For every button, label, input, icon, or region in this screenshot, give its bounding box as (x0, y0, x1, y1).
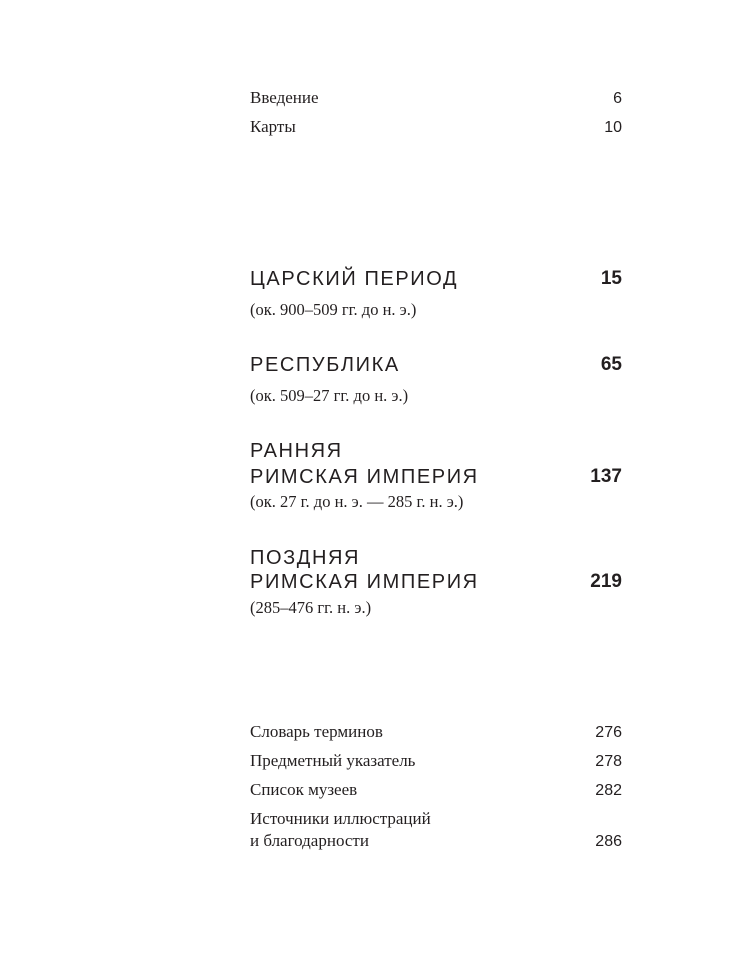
part-title-regal-period[interactable]: ЦАРСКИЙ ПЕРИОД (250, 268, 459, 290)
toc-entry-label: и благодарности (250, 831, 369, 850)
toc-entry-page: 6 (613, 90, 622, 107)
toc-entry-label: Введение (250, 88, 319, 107)
toc-entry-label: Карты (250, 117, 296, 136)
toc-entry-page: 10 (604, 119, 622, 136)
part-period-early-empire: (ок. 27 г. до н. э. — 285 г. н. э.) (250, 492, 464, 511)
part-title-late-empire-line2[interactable]: РИМСКАЯ ИМПЕРИЯ (250, 571, 479, 593)
toc-entry-introduction[interactable] (250, 87, 622, 110)
part-period-late-empire: (285–476 гг. н. э.) (250, 598, 372, 617)
toc-entry-museums[interactable] (250, 779, 622, 802)
part-title-late-empire-line1[interactable]: ПОЗДНЯЯ (250, 547, 361, 569)
toc-entry-subject-index[interactable] (250, 750, 622, 773)
toc-entry-page: 282 (595, 782, 622, 799)
part-page-regal-period: 15 (600, 268, 622, 289)
part-page-republic: 65 (600, 354, 622, 375)
toc-entry-label: Словарь терминов (250, 722, 383, 741)
toc-entry-page: 276 (595, 724, 622, 741)
toc-entry-credits-line1[interactable]: Источники иллюстраций (250, 809, 431, 828)
part-page-late-empire: 219 (590, 571, 622, 592)
part-title-republic[interactable]: РЕСПУБЛИКА (250, 354, 400, 376)
toc-entry-glossary[interactable] (250, 721, 622, 744)
toc-entry-label: Предметный указатель (250, 751, 416, 770)
toc-entry-label: Список музеев (250, 780, 358, 799)
part-title-early-empire-line1[interactable]: РАННЯЯ (250, 440, 343, 462)
toc-entry-page: 286 (595, 833, 622, 850)
toc-entry-credits[interactable] (250, 830, 622, 853)
toc-entry-page: 278 (595, 753, 622, 770)
part-period-republic: (ок. 509–27 гг. до н. э.) (250, 386, 409, 405)
part-period-regal-period: (ок. 900–509 гг. до н. э.) (250, 300, 417, 319)
toc-entry-maps[interactable] (250, 116, 622, 139)
part-title-early-empire-line2[interactable]: РИМСКАЯ ИМПЕРИЯ (250, 466, 479, 488)
part-page-early-empire: 137 (590, 466, 622, 487)
